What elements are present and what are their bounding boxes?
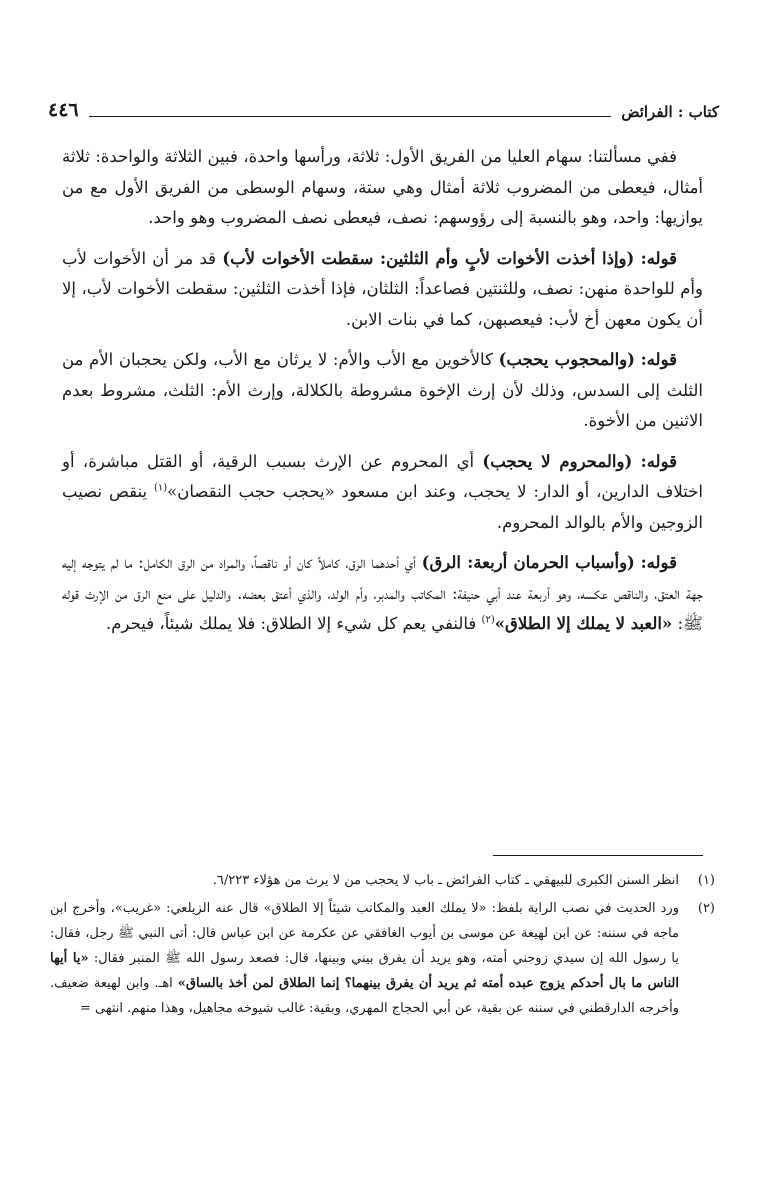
header-rule: [89, 116, 612, 117]
body-text: [62, 142, 703, 650]
paragraph-5: [62, 548, 703, 640]
footnote-number: (٢): [697, 901, 715, 916]
commentary-text: ينقص نصيب الزوجين والأم بالوالد المحروم.: [62, 482, 703, 532]
commentary-text: قد مر أن الأخوات لأب وأم للواحدة منهن: نصف، وللثنتين فصاعداً: الثلثان، فإذا أخذت الثلثين: سقطت الأخوات لأب، إلا أن يكون معهن أخ لأب: فيعصبهن، كما في بنات الابن.: [62, 248, 703, 329]
matn-quote: (والمحجوب يحجب): [498, 350, 635, 369]
matn-quote: (والمحروم لا يحجب): [482, 451, 633, 471]
footnote-2: [50, 896, 715, 1021]
matn-quote: (وأسباب الحرمان أربعة: الرق): [421, 553, 635, 572]
footnote-separator: [493, 855, 703, 856]
qawluhu-label: قوله:: [640, 248, 677, 268]
footnote-text: [50, 896, 679, 1021]
paragraph-2: [62, 244, 703, 336]
qawluhu-label: قوله:: [640, 350, 678, 369]
page-number: ٤٤٦: [48, 99, 79, 121]
commentary-text: أي المحروم عن الإرث بسبب الرقية، أو القتل مباشرة، أو اختلاف الدارين، أو الدار: لا يحجب، وعند ابن مسعود «يحجب حجب النقصان»: [62, 451, 703, 501]
page-header: [42, 96, 723, 120]
footnote-hadith-quote: «يا أيها الناس ما بال أحدكم يزوج عبده أمته ثم يريد أن يفرق بينهما؟ إنما الطلاق لمن أخذ بالساق»: [50, 951, 679, 991]
paragraph-4: [62, 447, 703, 539]
footnote-text: انظر السنن الكبرى للبيهقي ـ كتاب الفرائض ـ باب لا يحجب من لا يرث من هؤلاء ٦/٢٢٣.: [212, 873, 679, 888]
footnote-text-part: ورد الحديث في نصب الراية بلفظ: «لا يملك العبد والمكاتب شيئاً إلا الطلاق» قال عنه الزيلعي: «غريب»، وأخرج ابن ماجه في سننه: عن ابن لهيعة عن موسى بن أيوب الغافقي عن عكرمة عن ابن عباس قال: أتى النبي ﷺ رجل، فقال: يا رسول الله إن سيدي زوجني أمته، وهو يريد أن يفرق بيني وبينها، قال: فصعد رسول الله ﷺ المنبر فقال:: [50, 901, 679, 966]
footnote-ref-1[interactable]: (١): [153, 482, 168, 494]
qawluhu-label: قوله:: [640, 553, 677, 572]
footnote-ref-2[interactable]: (٢): [481, 614, 495, 626]
commentary-text: أي أحدهما الرق، كاملاً كان أو ناقصاً، والمراد من الرق الكامل: ما لم يتوجه إليه جهة العتق، والناقص عكسه، وهو أربعة عند أبي حنيفة: المكاتب والمدبر، وأم الولد، والذي أعتق بعضه. والدليل على منع الرق من الإرث قوله ﷺ:: [62, 553, 703, 633]
running-title: كتاب : الفرائض: [621, 103, 719, 121]
footnote-text-part: اهـ. وابن لهيعة ضعيف. وأخرجه الدارقطني في سننه عن بقية، عن أبي الحجاج المهري، وبقية: غالب شيوخه مجاهيل، وهذا منهم. انتهى =: [50, 976, 679, 1016]
qawluhu-label: قوله:: [640, 451, 677, 471]
footnote-1: [50, 868, 715, 893]
commentary-text: كالأخوين مع الأب والأم: لا يرثان مع الأب، ولكن يحجبان الأم من الثلث إلى السدس، وذلك لأن إرث الإخوة مشروطة بالكلالة، وإرث الأم: الثلث، مشروط بعدم الاثنين من الأخوة.: [62, 350, 703, 430]
paragraph-1-text: ففي مسألتنا: سهام العليا من الفريق الأول: ثلاثة، ورأسها واحدة، فبين الثلاثة والواحدة: ثلاثة أمثال، فيعطى من المضروب ثلاثة أمثال وهي ستة، وسهام الوسطى من الفريق الأول مع من يوازيها: واحد، وهو بالنسبة إلى رؤوسهم: نصف، فيعطى نصف المضروب وهو واحد.: [62, 147, 703, 227]
matn-quote: (وإذا أخذت الأخوات لأبٍ وأم الثلثين: سقطت الأخوات لأب): [222, 248, 635, 268]
paragraph-3: [62, 345, 703, 437]
paragraph-1: [62, 142, 703, 234]
hadith-quote: «العبد لا يملك إلا الطلاق»: [494, 614, 673, 633]
footnote-number: (١): [697, 873, 715, 888]
footnotes: [50, 868, 715, 1024]
commentary-text: فالنفي يعم كل شيء إلا الطلاق: فلا يملك شيئاً، فيحرم.: [106, 614, 482, 633]
